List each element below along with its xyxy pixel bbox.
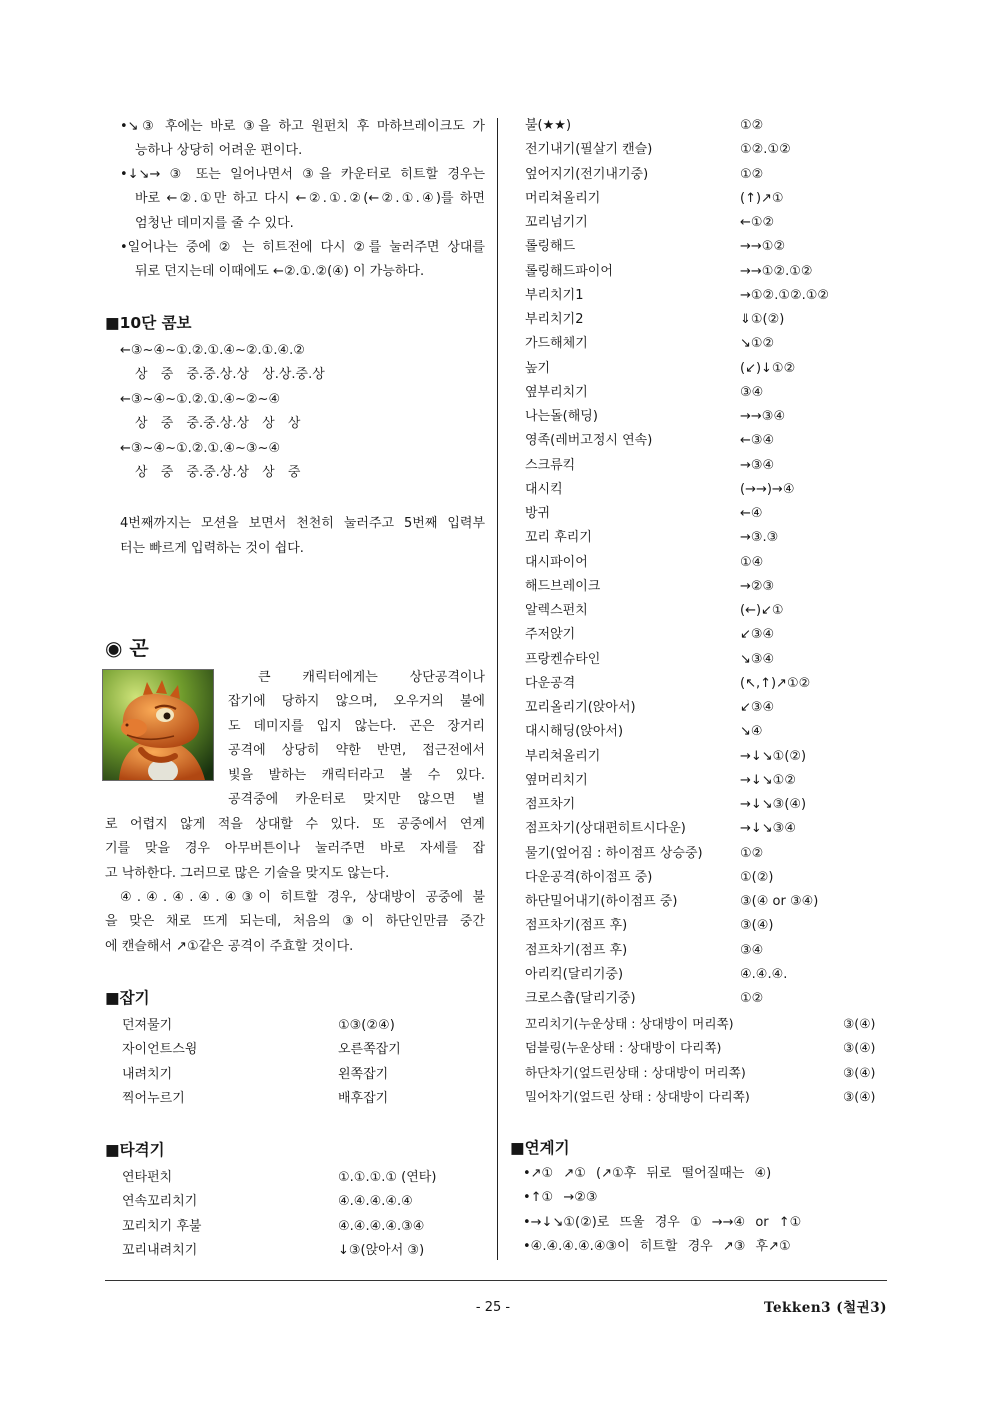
move-name: 물기(엎어짐 : 하이점프 상승중): [525, 845, 703, 861]
move-input: →②③: [740, 578, 775, 594]
move-name: 알렉스펀치: [525, 603, 588, 618]
throw-name: 내려치기: [122, 1066, 173, 1082]
move-input: →→①②.①②: [740, 263, 813, 279]
throw-input: ①③(②④): [338, 1018, 395, 1033]
move-name: 부리치기2: [525, 312, 584, 327]
move-name: 엎어지기(전기내기중): [525, 166, 649, 182]
move-input: ←④: [740, 506, 763, 521]
description-line: 빛을 발하는 캐릭터라고 볼 수 있다.: [228, 767, 485, 783]
move-row: [525, 211, 885, 235]
tip-line: 뒤로 던지는데 이때에도 ←②.①.②(④) 이 가능하다.: [135, 263, 425, 279]
description-line: 공격중에 카운터로 맞지만 않으면 별: [228, 792, 485, 808]
move-input: ①②: [740, 845, 764, 861]
description-line: 을 맞은 채로 뜨게 되는데, 처음의 ③이 하단인만큼 중간: [105, 914, 485, 930]
move-row: [525, 963, 885, 987]
move-row: [525, 890, 885, 914]
move-row: [525, 454, 885, 478]
move-input: →↓↘①(②): [740, 748, 807, 764]
move-input: ①②: [740, 991, 764, 1006]
move-name: 부리치기1: [525, 287, 584, 303]
move-input: (↙)↓①②: [740, 360, 796, 376]
combo-input-line: ←③~④~①.②.①.④~②.①.④.②: [120, 343, 305, 358]
strike-row: [122, 1239, 485, 1263]
move-row: [525, 478, 885, 502]
throw-row: [122, 1063, 485, 1087]
move-input: (←)↙①: [740, 603, 784, 618]
ground-move-row: [525, 1036, 885, 1060]
note-line: 터는 빠르게 입력하는 것이 쉽다.: [120, 541, 304, 556]
move-row: [525, 672, 885, 696]
description-line: 고 낙하한다. 그러므로 많은 기술을 맞지도 않는다.: [105, 865, 390, 881]
move-input: ④.④.④.: [740, 966, 788, 982]
move-row: [525, 939, 885, 963]
move-input: ↘④: [740, 724, 763, 740]
move-row: [525, 745, 885, 769]
strike-row: [122, 1190, 485, 1214]
move-input: ⇓①(②): [740, 312, 785, 327]
move-input: →③.③: [740, 530, 779, 546]
strike-row: [122, 1215, 485, 1239]
links-heading: ■연계기: [510, 1139, 570, 1157]
tips-list: [120, 115, 485, 284]
move-input: ③(④ or ③④): [740, 894, 819, 909]
move-row: [525, 599, 885, 623]
move-row: [525, 793, 885, 817]
move-row: [525, 260, 885, 284]
move-name: 높기: [525, 360, 551, 376]
ground-move-row: [525, 1085, 885, 1109]
tip-line: 바로 ←②.①만 하고 다시 ←②.①.②(←②.①.④)를 하면: [135, 191, 485, 207]
throws-heading: ■잡기: [105, 989, 150, 1007]
description-line: ④.④.④.④.④③이 히트할 경우, 상대방이 공중에 불: [120, 889, 485, 905]
move-row: [525, 526, 885, 550]
move-input: ↙③④: [740, 700, 775, 715]
move-input: ↘③④: [740, 651, 775, 667]
throw-row: [122, 1087, 485, 1111]
move-name: 꼬리올리기(앉아서): [525, 700, 636, 715]
ground-move-name: 덤블링(누운상태 : 상대방이 다리쪽): [525, 1040, 722, 1056]
move-row: [525, 720, 885, 744]
move-row: [525, 163, 885, 187]
move-input: ③④: [740, 384, 764, 400]
move-name: 점프차기: [525, 797, 576, 812]
move-row: [525, 429, 885, 453]
move-name: 부리쳐올리기: [525, 748, 601, 764]
move-name: 옆부리치기: [525, 384, 588, 400]
ground-move-row: [525, 1012, 885, 1036]
link-item: •④.④.④.④.④③이 히트할 경우 ↗③ 후↗①: [523, 1238, 791, 1254]
ground-move-input: ③(④): [843, 1040, 876, 1056]
footer-rule: [105, 1280, 887, 1281]
throw-name: 던져물기: [122, 1018, 173, 1033]
move-row: [525, 284, 885, 308]
move-input: →→①②: [740, 239, 786, 255]
description-line: 큰 캐릭터에게는 상단공격이나: [258, 670, 485, 685]
combo-input-line: ←③~④~①.②.①.④~③~④: [120, 440, 281, 456]
move-input: ①(②): [740, 869, 774, 885]
throw-input: 배후잡기: [338, 1090, 389, 1106]
strike-input: ↓③(앉아서 ③): [338, 1242, 425, 1258]
move-name: 스크류킥: [525, 457, 576, 473]
move-input: ↙③④: [740, 627, 775, 643]
running-title: Tekken3 (철권3): [763, 1300, 887, 1316]
tip-line: •↓↘→ ③ 또는 일어나면서 ③을 카운터로 히트할 경우는: [120, 167, 485, 183]
move-name: 꼬리넘기기: [525, 215, 588, 230]
strike-name: 연타펀치: [122, 1170, 173, 1185]
move-row: [525, 575, 885, 599]
move-row: [525, 138, 885, 162]
throw-input: 왼쪽잡기: [338, 1066, 389, 1082]
move-name: 전기내기(필살기 캔슬): [525, 142, 653, 158]
move-row: [525, 235, 885, 259]
move-name: 크로스촙(달리기중): [525, 991, 636, 1006]
move-name: 하단밀어내기(하이점프 중): [525, 894, 678, 909]
move-name: 나는돌(해딩): [525, 409, 598, 424]
throw-name: 찍어누르기: [122, 1090, 185, 1106]
move-row: [525, 696, 885, 720]
move-name: 머리쳐올리기: [525, 190, 601, 206]
strikes-heading: ■타격기: [105, 1141, 165, 1159]
move-name: 프랑켄슈타인: [525, 651, 601, 667]
move-input: ←③④: [740, 433, 775, 449]
move-row: [525, 842, 885, 866]
throw-name: 자이언트스윙: [122, 1042, 198, 1058]
move-input: →①②.①②.①②: [740, 287, 830, 303]
move-row: [525, 551, 885, 575]
combo-height-line: 상 중 중.중.상.상 상.상.중.상: [135, 367, 325, 383]
move-row: [525, 308, 885, 332]
move-name: 다운공격(하이점프 중): [525, 869, 653, 885]
throws-table: [122, 1014, 485, 1111]
move-row: [525, 817, 885, 841]
ground-move-name: 꼬리치기(누운상태 : 상대방이 머리쪽): [525, 1016, 734, 1031]
move-input: (↖,↑)↗①②: [740, 675, 811, 691]
move-input: (→→)→④: [740, 481, 795, 497]
move-row: [525, 623, 885, 647]
link-item: •↑① →②③: [523, 1190, 598, 1206]
move-name: 롤링해드: [525, 239, 576, 255]
tip-line: 능하나 상당히 어려운 편이다.: [135, 143, 303, 159]
move-row: [525, 866, 885, 890]
note-line: 4번째까지는 모션을 보면서 천천히 눌러주고 5번째 입력부: [120, 516, 485, 531]
link-item: •↗① ↗① (↗①후 뒤로 떨어질때는 ④): [523, 1166, 772, 1181]
move-name: 방귀: [525, 506, 551, 521]
description-line: 잡기에 당하지 않으며, 오우거의 불에: [228, 694, 485, 710]
combo-height-line: 상 중 중.중.상.상 상 상: [135, 416, 301, 432]
strike-input: ①.①.①.① (연타): [338, 1170, 437, 1185]
links-list: [523, 1162, 888, 1259]
character-description: [105, 666, 485, 959]
description-line: 에 캔슬해서 ↗①같은 공격이 주효할 것이다.: [105, 938, 354, 954]
moves-table: [525, 114, 885, 1011]
strike-name: 꼬리내려치기: [122, 1242, 198, 1258]
tip-line: •일어나는 중에 ② 는 히트전에 다시 ②를 눌러주면 상대를: [120, 239, 485, 255]
move-row: [525, 187, 885, 211]
description-line: 기를 맞을 경우 아무버튼이나 눌러주면 바로 자세를 잡: [105, 841, 485, 857]
move-name: 점프차기(점프 후): [525, 918, 628, 934]
column-divider: [497, 118, 498, 1260]
move-name: 주저앉기: [525, 627, 576, 643]
move-name: 옆머리치기: [525, 772, 588, 788]
move-name: 아리킥(달리기중): [525, 966, 624, 982]
move-name: 점프차기(상대편히트시다운): [525, 821, 686, 837]
ground-moves-table: [525, 1012, 885, 1109]
move-name: 다운공격: [525, 675, 576, 691]
move-name: 불(★★): [525, 118, 572, 133]
move-name: 대시킥: [525, 481, 563, 497]
move-row: [525, 987, 885, 1011]
combo-height-line: 상 중 중.중.상.상 상 중: [135, 464, 301, 480]
throw-input: 오른쪽잡기: [338, 1042, 401, 1058]
move-input: ←①②: [740, 215, 775, 230]
tip-line: •↘③ 후에는 바로 ③을 하고 원펀치 후 마하브레이크도 가: [120, 119, 485, 134]
move-input: ↘①②: [740, 336, 775, 352]
ground-move-name: 하단차기(엎드린상태 : 상대방이 머리쪽): [525, 1064, 746, 1080]
description-line: 공격에 상당히 약한 반면, 접근전에서: [228, 743, 485, 759]
move-name: 대시파이어: [525, 554, 588, 570]
strike-input: ④.④.④.④.④: [338, 1194, 413, 1210]
combo-note: [120, 511, 485, 561]
throw-row: [122, 1014, 485, 1038]
move-row: [525, 648, 885, 672]
description-line: 로 어렵지 않게 적을 상대할 수 있다. 또 공중에서 연계: [105, 816, 485, 832]
move-input: ①②: [740, 118, 764, 133]
move-row: [525, 769, 885, 793]
description-line: 도 데미지를 입지 않는다. 곤은 장거리: [228, 718, 485, 734]
ground-move-input: ③(④): [843, 1064, 876, 1080]
move-row: [525, 502, 885, 526]
ground-move-name: 밀어차기(엎드린 상태 : 상대방이 다리쪽): [525, 1088, 750, 1104]
move-input: ①④: [740, 554, 764, 570]
strike-name: 연속꼬리치기: [122, 1194, 198, 1210]
move-row: [525, 381, 885, 405]
ground-move-input: ③(④): [843, 1088, 876, 1104]
combo-input-line: ←③~④~①.②.①.④~②~④: [120, 391, 281, 407]
ten-hit-combo-list: [120, 339, 485, 485]
move-name: 해드브레이크: [525, 578, 601, 594]
strike-input: ④.④.④.④.③④: [338, 1218, 425, 1234]
move-input: ①②: [740, 166, 764, 182]
move-row: [525, 405, 885, 429]
throw-row: [122, 1038, 485, 1062]
move-input: ③④: [740, 942, 764, 958]
strikes-table: [122, 1166, 485, 1263]
ground-move-row: [525, 1061, 885, 1085]
move-input: →③④: [740, 457, 775, 473]
move-name: 대시해딩(앉아서): [525, 724, 624, 740]
move-name: 꼬리 후리기: [525, 530, 592, 546]
ground-move-input: ③(④): [843, 1016, 876, 1031]
tip-line: 엄청난 데미지를 줄 수 있다.: [135, 215, 294, 231]
character-heading: ◉ 곤: [105, 636, 149, 660]
move-name: 가드해체기: [525, 336, 588, 352]
move-input: (↑)↗①: [740, 190, 784, 206]
link-item: •→↓↘①(②)로 뜨울 경우 ① →→④ or ↑①: [523, 1214, 802, 1230]
move-input: →→③④: [740, 409, 786, 424]
strike-row: [122, 1166, 485, 1190]
move-input: →↓↘③④: [740, 821, 796, 837]
ten-hit-combo-heading: ■10단 콤보: [105, 314, 192, 332]
move-row: [525, 332, 885, 356]
move-row: [525, 357, 885, 381]
move-row: [525, 914, 885, 938]
move-name: 영족(레버고정시 연속): [525, 433, 653, 449]
move-row: [525, 114, 885, 138]
move-input: →↓↘③(④): [740, 797, 807, 812]
page-number: - 25 -: [475, 1300, 511, 1315]
move-name: 롤링해드파이어: [525, 263, 613, 279]
move-input: →↓↘①②: [740, 772, 796, 788]
move-name: 점프차기(점프 후): [525, 942, 628, 958]
move-input: ③(④): [740, 918, 774, 934]
move-input: ①②.①②: [740, 142, 791, 158]
strike-name: 꼬리치기 후불: [122, 1218, 202, 1234]
